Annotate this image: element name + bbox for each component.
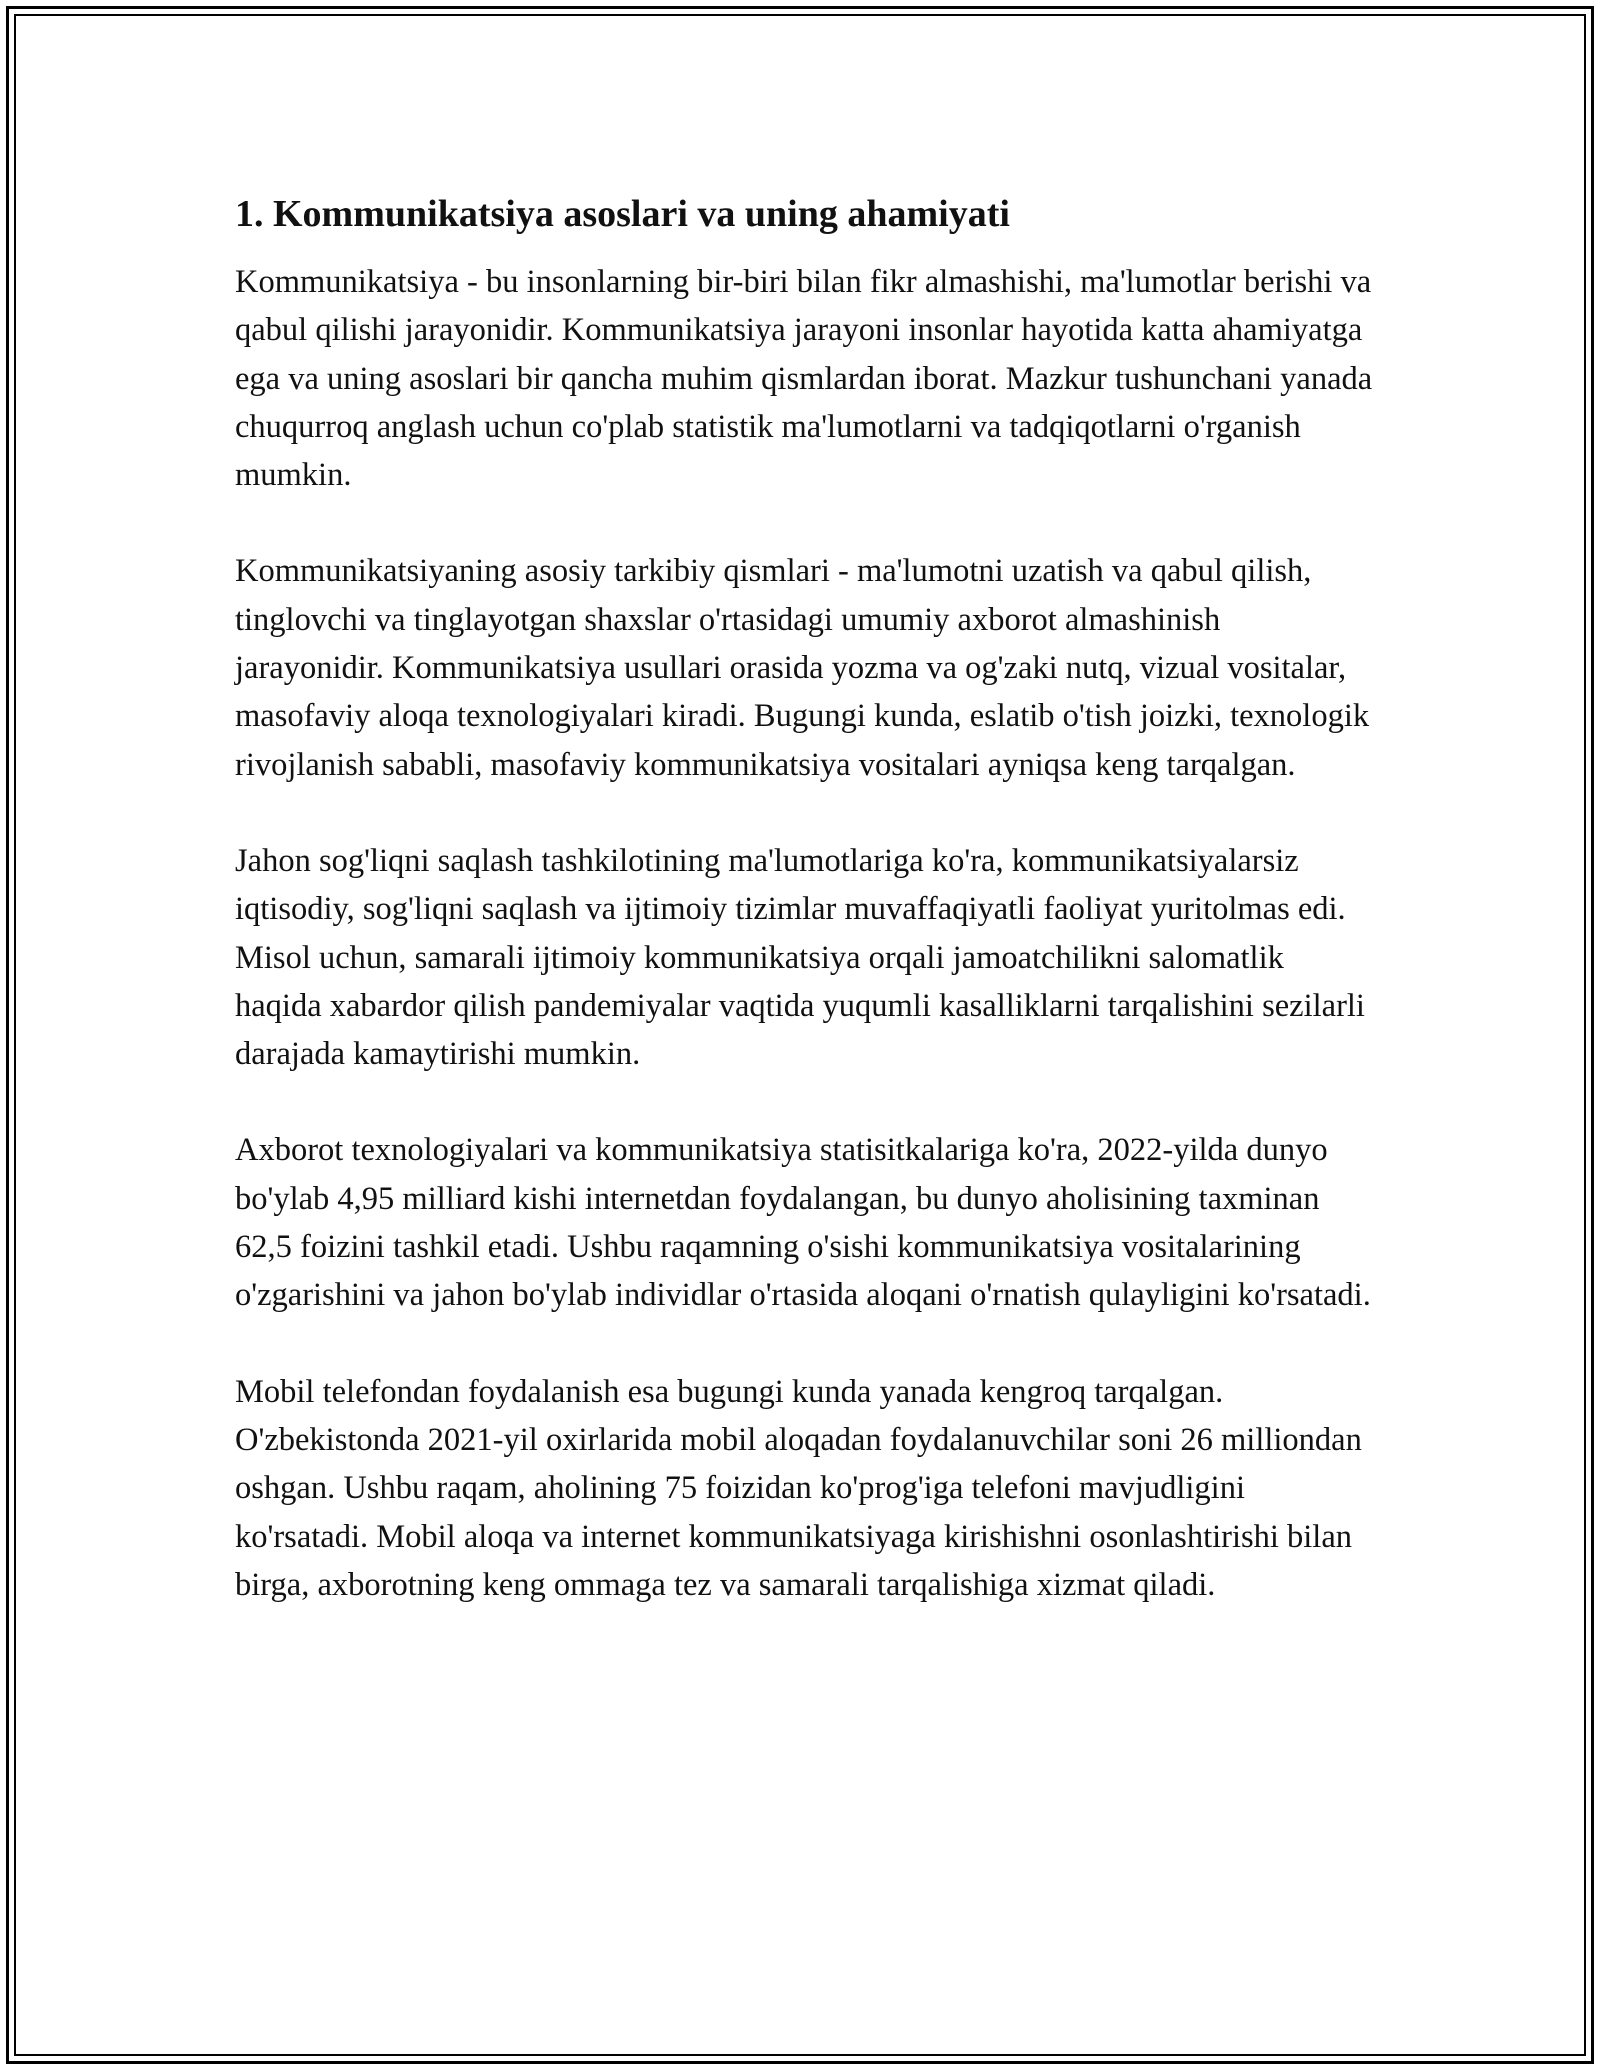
paragraph-2: Kommunikatsiyaning asosiy tarkibiy qismlari - ma'lumotni uzatish va qabul qilish, tinglovchi va tinglayotgan shaxslar o'rtasidagi umumiy axborot almashinish jarayonidir. Kommunikatsiya usullari orasida yozma va og'zaki nutq, vizual vositalar, masofaviy aloqa texnologiyalari kiradi. Bugungi kunda, eslatib o'tish joizki, texnologik rivojlanish sababli, masofaviy kommunikatsiya vositalari ayniqsa keng tarqalgan. [235, 553, 1370, 783]
paragraph-1: Kommunikatsiya - bu insonlarning bir-biri bilan fikr almashishi, ma'lumotlar berishi va qabul qilishi jarayonidir. Kommunikatsiya jarayoni insonlar hayotida katta ahamiyatga ega va uning asoslari bir qancha muhim qismlardan iborat. Mazkur tushunchani yanada chuqurroq anglash uchun co'plab statistik ma'lumotlarni va tadqiqotlarni o'rganish mumkin. [235, 264, 1373, 494]
paragraph-5: Mobil telefondan foydalanish esa bugungi kunda yanada kengroq tarqalgan. O'zbekistonda 2021-yil oxirlarida mobil aloqadan foydalanuvchilar soni 26 milliondan oshgan. Ushbu raqam, aholining 75 foizidan ko'prog'iga telefoni mavjudligini ko'rsatadi. Mobil aloqa va internet kommunikatsiyaga kirishishni osonlashtirishi bilan birga, axborotning keng ommaga tez va samarali tarqalishiga xizmat qiladi. [235, 1373, 1362, 1603]
document-body [235, 186, 1375, 1657]
paragraph-4: Axborot texnologiyalari va kommunikatsiya statisitkalariga ko'ra, 2022-yilda dunyo bo'ylab 4,95 milliard kishi internetdan foydalangan, bu dunyo aholisining taxminan 62,5 foizini tashkil etadi. Ushbu raqamning o'sishi kommunikatsiya vositalarining o'zgarishini va jahon bo'ylab individlar o'rtasida aloqani o'rnatish qulayligini ko'rsatadi. [235, 1132, 1371, 1314]
section-heading: 1. Kommunikatsiya asoslari va uning ahamiyati [235, 193, 1010, 235]
paragraph-3: Jahon sog'liqni saqlash tashkilotining ma'lumotlariga ko'ra, kommunikatsiyalarsiz iqtisodiy, sog'liqni saqlash va ijtimoiy tizimlar muvaffaqiyatli faoliyat yuritolmas edi. Misol uchun, samarali ijtimoiy kommunikatsiya orqali jamoatchilikni salomatlik haqida xabardor qilish pandemiyalar vaqtida yuqumli kasalliklarni tarqalishini sezilarli darajada kamaytirishi mumkin. [235, 842, 1365, 1073]
